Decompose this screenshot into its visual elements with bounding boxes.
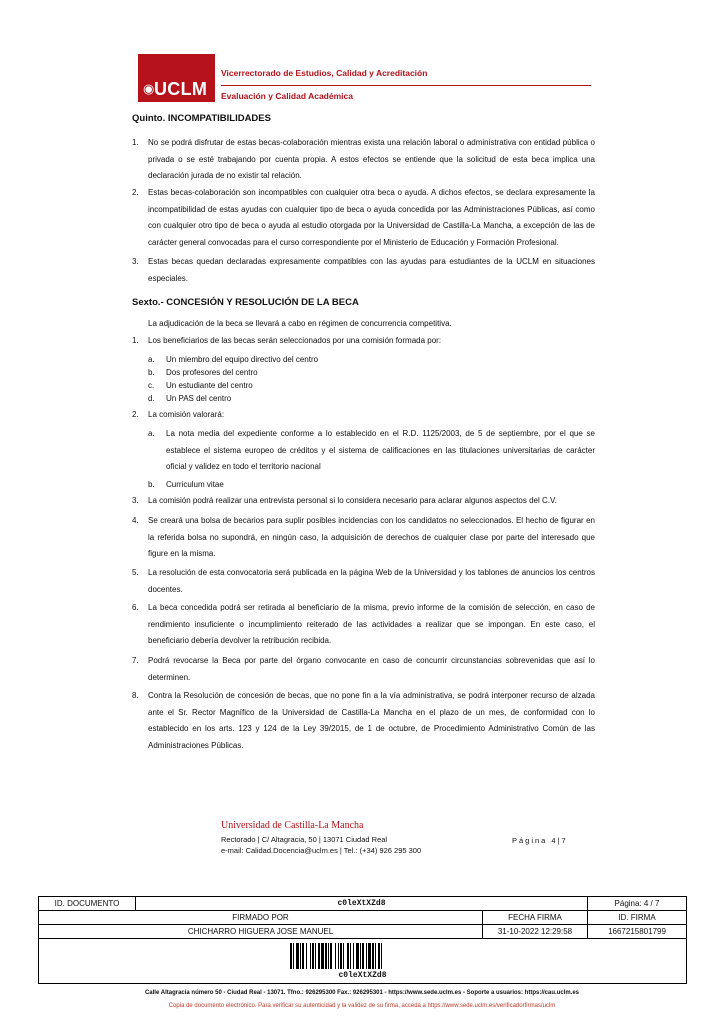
list-number: 6. (132, 603, 139, 612)
list-item: La beca concedida podrá ser retirada al beneficiario de la misma, previo informe de la comisión de selección, en caso de rendimiento insuficiente o incumplimiento reiterado de las actividades a realizar que se impongan. En este caso, el beneficiario debería devolver la retribución recibida. (148, 603, 595, 645)
list-item: Contra la Resolución de concesión de becas, que no pone fin a la vía administrativa, se podrá interponer recurso de alzada ante el Sr. Rector Magnífico de la Universidad de Castilla-La Mancha en el plazo de un mes, de conformidad con lo establecido en los arts. 123 y 124 de la Ley 39/2015, de 1 de octubre, de Procedimiento Administrativo Común de las Administraciones Públicas. (148, 691, 595, 750)
list-number: 1. (132, 336, 139, 345)
footer-contact-line: Calle Altagracia número 50 - Ciudad Real - 13071. Tfno.: 926295300 Fax.: 926295301 - https://www.sede.uclm.es - Soporte a usuarios: https://cau.uclm.es (144, 990, 580, 996)
list-item: La comisión podrá realizar una entrevista personal si lo considera necesario para aclarar algunos aspectos del C.V. (148, 496, 557, 505)
list-number: 1. (132, 138, 139, 147)
sub-item: b. Dos profesores del centro (148, 368, 258, 377)
header-divider (221, 85, 591, 86)
section-title-incompatibilidades: Quinto. INCOMPATIBILIDADES (132, 113, 271, 124)
doc-id-value: c0leXtXZd8 (136, 897, 588, 911)
signature-table (38, 896, 687, 984)
list-number: 5. (132, 568, 139, 577)
barcode-text: c0leXtXZd8 (338, 970, 387, 980)
page-label: Página: 4 / 7 (588, 897, 687, 911)
list-number: 8. (132, 691, 139, 700)
doc-id-label: ID. DOCUMENTO (39, 897, 136, 911)
barcode-icon (289, 943, 437, 969)
date-label: FECHA FIRMA (483, 911, 588, 925)
sub-item: La nota media del expediente conforme a lo establecido en el R.D. 1125/2003, de 5 de septiembre, por el que se establece el sistema europeo de créditos y el sistema de calificaciones en las titulaciones universitarias de carácter oficial y validez en todo el territorio nacional (166, 429, 595, 471)
sub-item-label: a. (148, 429, 155, 438)
page-number: Página 4|7 (512, 836, 568, 845)
section-intro: La adjudicación de la beca se llevará a cabo en régimen de concurrencia competitiva. (148, 319, 452, 328)
signal-icon: ◉ (143, 81, 155, 96)
list-number: 3. (132, 496, 139, 505)
list-item: Los beneficiarios de las becas serán seleccionados por una comisión formada por: (148, 336, 442, 345)
list-number: 2. (132, 410, 139, 419)
footer-university: Universidad de Castilla-La Mancha (221, 820, 364, 831)
sub-item: a. Un miembro del equipo directivo del centro (148, 355, 319, 364)
sign-date: 31-10-2022 12:29:58 (483, 925, 588, 939)
barcode-cell (39, 939, 687, 984)
sig-id-label: ID. FIRMA (588, 911, 687, 925)
list-number: 4. (132, 516, 139, 525)
sub-item: c. Un estudiante del centro (148, 381, 253, 390)
list-item: La comisión valorará: (148, 410, 225, 419)
list-item: Estas becas quedan declaradas expresamente compatibles con las ayudas para estudiantes de la UCLM en situaciones especiales. (148, 257, 595, 283)
sub-item: d. Un PAS del centro (148, 394, 232, 403)
sig-id-value: 1667215801799 (588, 925, 687, 939)
signed-by-label: FIRMADO POR (39, 911, 483, 925)
footer-verification-note: Copia de documento electrónico. Para verificar su autenticidad y la validez de su firma, acceda a https://www.sede.uclm.es/verificadorfirmas/uclm (168, 1003, 556, 1009)
header-unit: Evaluación y Calidad Académica (221, 91, 353, 101)
list-item: Se creará una bolsa de becarios para suplir posibles incidencias con los candidatos no seleccionados. El hecho de figurar en la referida bolsa no supondrá, en ningún caso, la adquisición de derechos de cualquier clase por parte del interesado que figure en la misma. (148, 516, 595, 558)
list-item: No se podrá disfrutar de estas becas-colaboración mientras exista una relación laboral o administrativa con entidad pública o privada o se esté trabajando por cuenta propia. A estos efectos se entiende que la solicitud de esta beca implica una declaración jurada de no existir tal relación. (148, 138, 595, 180)
uclm-logo (138, 54, 215, 102)
list-number: 3. (132, 257, 139, 266)
list-item: La resolución de esta convocatoria será publicada en la página Web de la Universidad y los tablones de anuncios los centros docentes. (148, 568, 595, 594)
logo-text: UCLM (154, 79, 208, 99)
section-title-concesion: Sexto.- CONCESIÓN Y RESOLUCIÓN DE LA BECA (132, 297, 359, 308)
list-number: 7. (132, 656, 139, 665)
header-vicerrectorado: Vicerrectorado de Estudios, Calidad y Acreditación (221, 68, 428, 78)
list-item: Podrá revocarse la Beca por parte del órgano convocante en caso de concurrir circunstancias sobrevenidas que así lo determinen. (148, 656, 595, 682)
signer-name: CHICHARRO HIGUERA JOSE MANUEL (39, 925, 483, 939)
sub-item: b. Curriculum vitae (148, 480, 224, 489)
list-item: Estas becas-colaboración son incompatibles con cualquier otra beca o ayuda. A dichos efectos, se declara expresamente la incompatibilidad de estas ayudas con cualquier tipo de beca o ayuda concedida por las Administraciones Públicas, así como con cualquier otro tipo de beca o ayuda al estudio otorgada por la Universidad de Castilla-La Mancha, a excepción de las de carácter general convocadas para el curso correspondiente por el Ministerio de Educación y Formación Profesional. (148, 188, 595, 247)
footer-address: Rectorado | C/ Altagracia, 50 | 13071 Ciudad Real e-mail: Calidad.Docencia@uclm.es | Tel.: (+34) 926 295 300 (221, 835, 422, 855)
list-number: 2. (132, 188, 139, 197)
